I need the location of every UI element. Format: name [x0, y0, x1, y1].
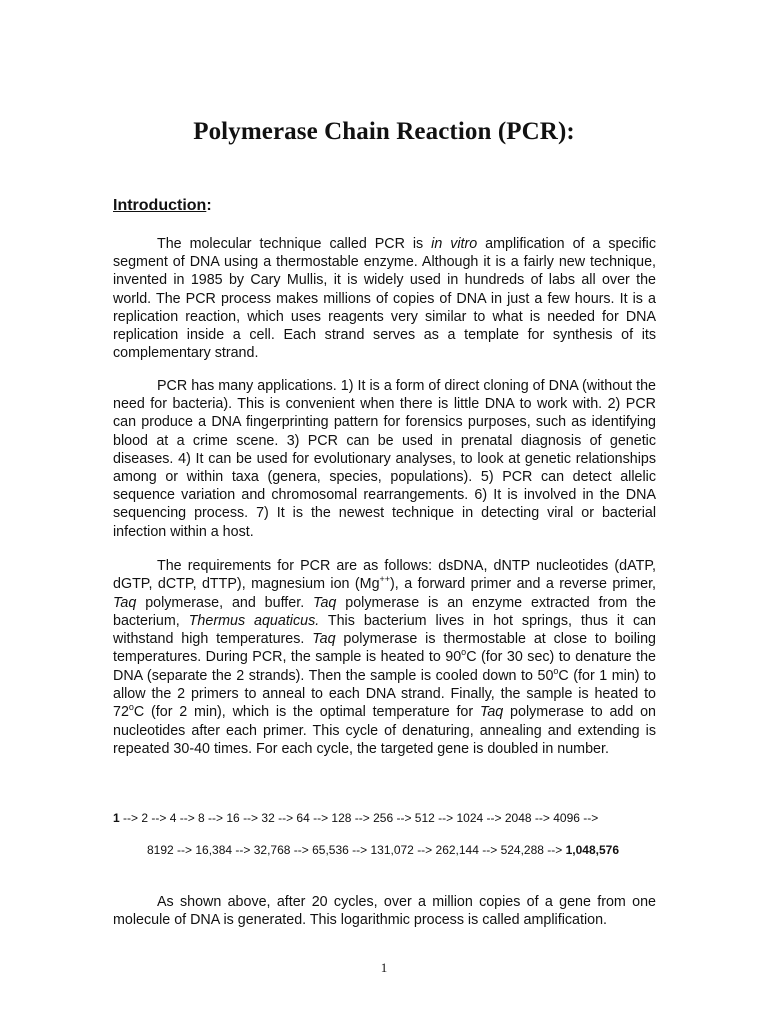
section-heading	[113, 197, 212, 215]
text-run: amplification of a specific segment of DNA using a thermostable enzyme. Although it is a fairly new technique, invented in 1985 by Cary Mullis, it is widely used in hundreds of labs all over the world. The PCR process makes millions of copies of DNA in just a few hours. It is a replication reaction, which uses reagents very similar to what is needed for DNA replication inside a cell. Each strand serves as a template for synthesis of its complementary strand.	[113, 236, 656, 362]
degree-superscript: o	[128, 702, 134, 713]
sequence-text: 8192 --> 16,384 --> 32,768 --> 65,536 --> 131,072 --> 262,144 --> 524,288 -->	[147, 843, 566, 857]
section-heading-text: Introduction	[113, 197, 207, 214]
text-run: polymerase, and buffer.	[136, 594, 314, 611]
intro-paragraph-1	[113, 235, 656, 362]
sequence-end: 1,048,576	[565, 843, 620, 857]
text-run: polymerase is thermostable at close to boiling temperatures. During PCR, the sample is heated to 90	[113, 631, 656, 666]
intro-paragraph-3	[113, 557, 656, 758]
doubling-sequence-line-1	[113, 811, 598, 825]
sequence-start: 1	[113, 811, 120, 825]
italic-term: Taq	[312, 631, 336, 648]
section-heading-colon: :	[206, 197, 212, 214]
text-run: polymerase to add on nucleotides after each primer. This cycle of denaturing, annealing and extending is repeated 30-40 times. For each cycle, the targeted gene is doubled in number.	[113, 704, 657, 757]
italic-term: in vitro	[431, 236, 478, 252]
sequence-text: --> 2 --> 4 --> 8 --> 16 --> 32 --> 64 --> 128 --> 256 --> 512 --> 1024 --> 2048 --> 4096 -->	[119, 811, 599, 825]
text-run: C (for 2 min), which is the optimal temperature for	[133, 704, 480, 721]
italic-term: Taq	[113, 594, 137, 611]
superscript: ++	[379, 574, 391, 585]
page-number: 1	[380, 960, 388, 975]
italic-term: Thermus aquaticus.	[188, 612, 320, 629]
italic-term: Taq	[313, 594, 337, 611]
italic-term: Taq	[479, 704, 504, 721]
text-run: C (for 1 min) to allow the 2 primers to anneal to each DNA strand. Finally, the sample is heated to 72	[113, 667, 656, 721]
text-run: polymerase is an enzyme extracted from the bacterium,	[113, 594, 656, 629]
degree-superscript: o	[553, 665, 559, 676]
degree-superscript: o	[461, 647, 467, 658]
intro-paragraph-2: PCR has many applications. 1) It is a form of direct cloning of DNA (without the need for bacteria). This is convenient when there is little DNA to work with. 2) PCR can produce a DNA fingerprinting pattern for forensics purposes, such as identifying blood at a crime scene. 3) PCR can be used in prenatal diagnosis of genetic diseases. 4) It can be used for evolutionary analyses, to look at genetic relationships among or within taxa (genera, species, populations). 5) PCR can detect allelic sequence variation and chromosomal rearrangements. 6) It is involved in the DNA sequencing process. 7) It is the newest technique in detecting viral or bacterial infection within a host.	[113, 378, 656, 540]
conclusion-paragraph: As shown above, after 20 cycles, over a million copies of a gene from one molecule of DNA is generated. This logarithmic process is called amplification.	[113, 894, 656, 929]
text-run: This bacterium lives in hot springs, thus it can withstand high temperatures.	[113, 612, 656, 648]
doubling-sequence-line-2	[147, 843, 619, 857]
text-run: The requirements for PCR are as follows: dsDNA, dNTP nucleotides (dATP, dGTP, dCTP, dTTP), magnesium ion (Mg	[113, 558, 656, 593]
text-run: The molecular technique called PCR is	[157, 236, 432, 252]
text-run: ), a forward primer and a reverse primer,	[390, 576, 657, 593]
text-run: C (for 30 sec) to denature the DNA (separate the 2 strands). Then the sample is cooled down to 50	[113, 649, 656, 684]
page-title: Polymerase Chain Reaction (PCR):	[193, 118, 575, 145]
